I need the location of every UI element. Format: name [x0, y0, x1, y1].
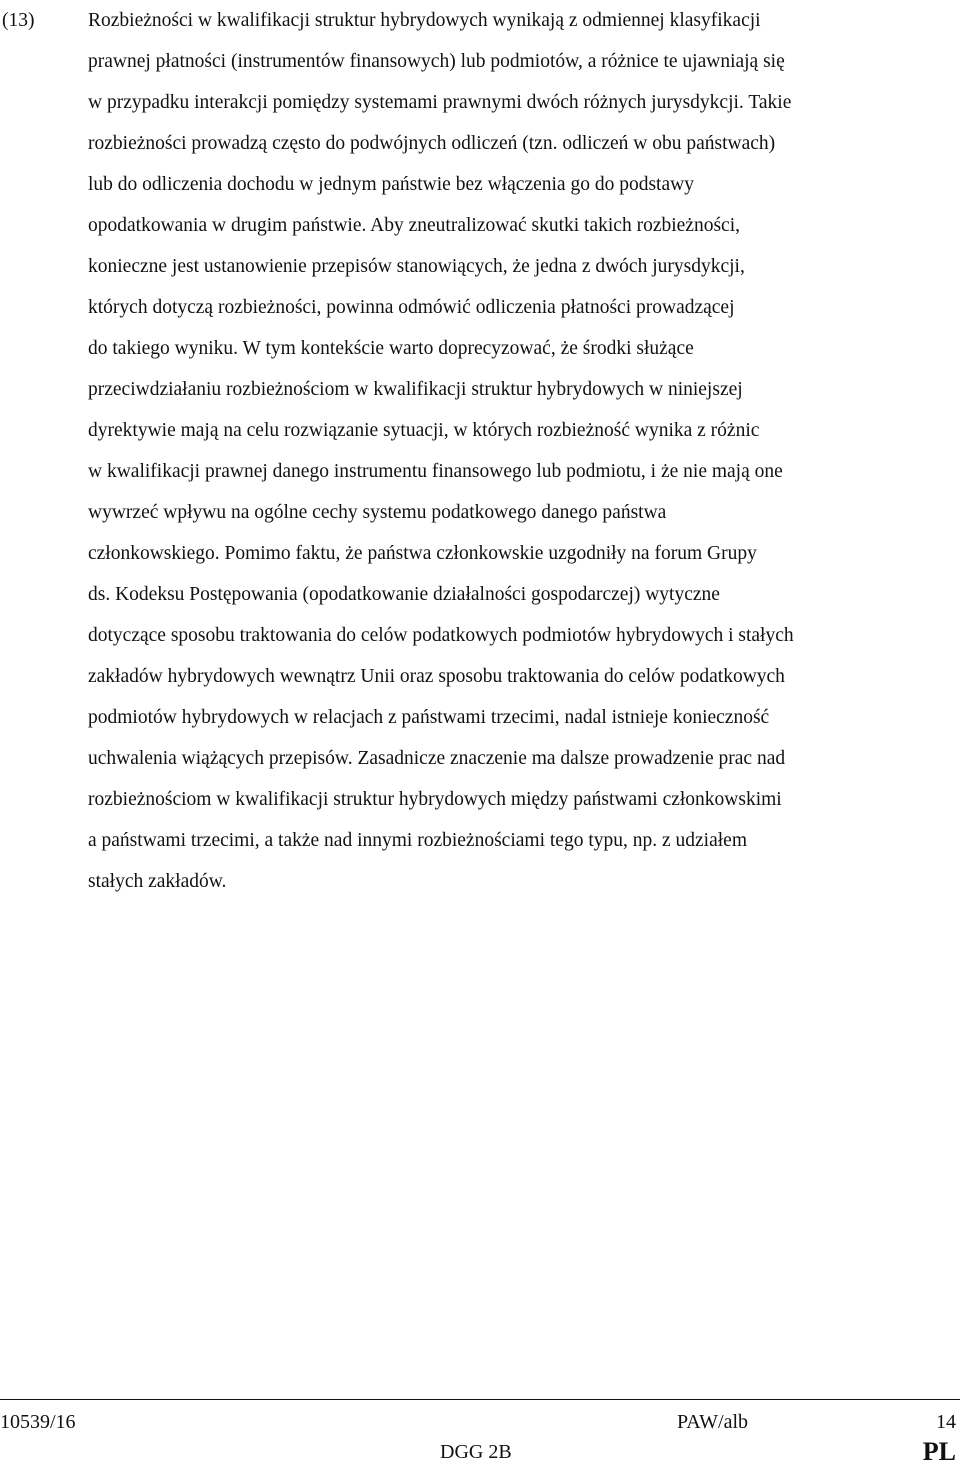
paragraph-line: w przypadku interakcji pomiędzy systemami prawnymi dwóch różnych jurysdykcji. Takie [88, 92, 792, 113]
footer-divider [0, 1399, 960, 1400]
footer-language-code: PL [922, 1437, 956, 1466]
paragraph-line: do takiego wyniku. W tym kontekście warto doprecyzować, że środki służące [88, 338, 694, 359]
footer-department: DGG 2B [440, 1441, 512, 1463]
paragraph-line: ds. Kodeksu Postępowania (opodatkowanie działalności gospodarczej) wytyczne [88, 584, 720, 605]
paragraph-line: dotyczące sposobu traktowania do celów podatkowych podmiotów hybrydowych i stałych [88, 625, 794, 646]
paragraph-line: uchwalenia wiążących przepisów. Zasadnicze znaczenie ma dalsze prowadzenie prac nad [88, 748, 786, 769]
paragraph-line: zakładów hybrydowych wewnątrz Unii oraz sposobu traktowania do celów podatkowych [88, 666, 785, 687]
footer-document-number: 10539/16 [0, 1411, 76, 1433]
paragraph-line: podmiotów hybrydowych w relacjach z państwami trzecimi, nadal istnieje konieczność [88, 707, 770, 728]
paragraph-line: stałych zakładów. [88, 871, 227, 892]
paragraph-line: prawnej płatności (instrumentów finansowych) lub podmiotów, a różnice te ujawniają się [88, 51, 785, 72]
paragraph-body [88, 0, 960, 902]
paragraph-line: Rozbieżności w kwalifikacji struktur hybrydowych wynikają z odmiennej klasyfikacji [88, 10, 761, 31]
paragraph-line: członkowskiego. Pomimo faktu, że państwa członkowskie uzgodniły na forum Grupy [88, 543, 757, 564]
paragraph-line: konieczne jest ustanowienie przepisów stanowiących, że jedna z dwóch jurysdykcji, [88, 256, 745, 277]
paragraph-line: opodatkowania w drugim państwie. Aby zneutralizować skutki takich rozbieżności, [88, 215, 740, 236]
paragraph-number: (13) [2, 10, 35, 31]
paragraph-line: rozbieżnościom w kwalifikacji struktur hybrydowych między państwami członkowskimi [88, 789, 782, 810]
paragraph-line: przeciwdziałaniu rozbieżnościom w kwalifikacji struktur hybrydowych w niniejszej [88, 379, 743, 400]
footer-initials: PAW/alb [677, 1411, 748, 1433]
footer-second-row [0, 1438, 960, 1468]
paragraph-line: wywrzeć wpływu na ogólne cechy systemu podatkowego danego państwa [88, 502, 667, 523]
footer [0, 1408, 960, 1438]
paragraph-line: których dotyczą rozbieżności, powinna odmówić odliczenia płatności prowadzącej [88, 297, 735, 318]
paragraph-line: a państwami trzecimi, a także nad innymi rozbieżnościami tego typu, np. z udziałem [88, 830, 747, 851]
footer-page-number: 14 [936, 1411, 956, 1433]
paragraph-line: w kwalifikacji prawnej danego instrumentu finansowego lub podmiotu, i że nie mają one [88, 461, 783, 482]
paragraph-line: rozbieżności prowadzą często do podwójnych odliczeń (tzn. odliczeń w obu państwach) [88, 133, 776, 154]
paragraph-line: dyrektywie mają na celu rozwiązanie sytuacji, w których rozbieżność wynika z różnic [88, 420, 760, 441]
paragraph-line: lub do odliczenia dochodu w jednym państwie bez włączenia go do podstawy [88, 174, 694, 195]
